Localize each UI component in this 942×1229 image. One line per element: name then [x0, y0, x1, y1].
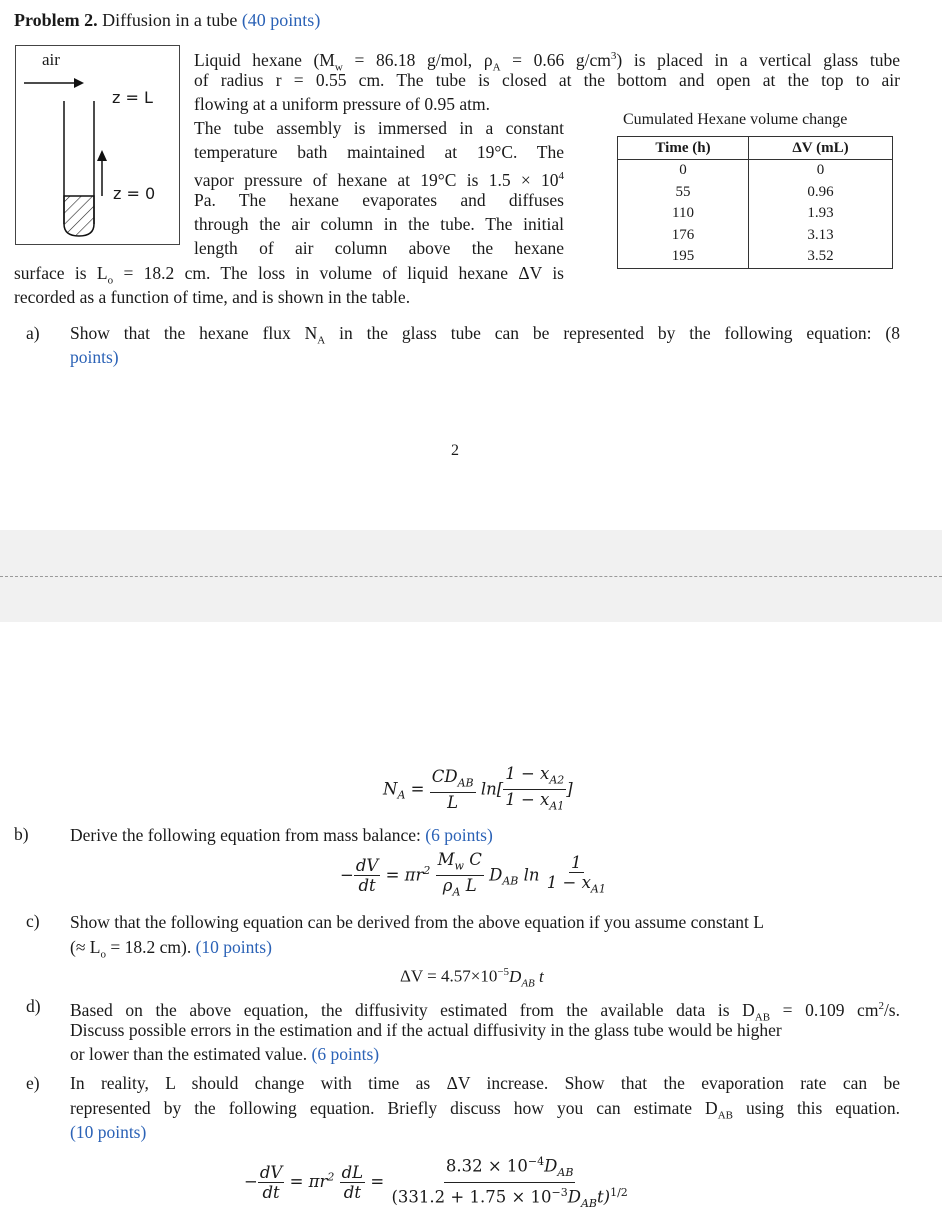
- table-cell: 3.13: [749, 225, 893, 247]
- intro-line-2: of radius r = 0.55 cm. The tube is closed at the bottom and open at the top to air: [194, 70, 900, 90]
- table-row: [618, 225, 893, 247]
- points-label: (40 points): [241, 10, 321, 30]
- table-row: [618, 160, 893, 182]
- tube-figure: [15, 45, 180, 245]
- equation-flux: $N_A$ = $\frac{CD_{AB}}{L}$ ln[ $\frac{1 - x_{A2}}{1 - x_{A1}}$ ]: [383, 764, 573, 813]
- z-top-label: z = L: [112, 88, 153, 107]
- intro-line-1: Liquid hexane ($M_w = 86.18$ g/mol, $\rho_A = 0.66$ $g/cm^3$) is placed in a vertical glass tube: [194, 49, 900, 74]
- table-cell: 195: [618, 246, 749, 268]
- equation-mass-balance: − $\frac{dV}{dt}$ = $\pi r^2$ $\frac{M_w C}{\rho_A L}$ $D_{AB}$ ln $\frac{1}{1 - x_{A1}}$: [340, 850, 606, 899]
- intro-line-5: temperature bath maintained at 19°C. The: [194, 142, 564, 162]
- equation-delta-v: $\Delta V = 4.57\times 10^{-5}D_{AB}$ t: [400, 966, 544, 990]
- table-cell: 3.52: [749, 246, 893, 268]
- question-c-line-1: Show that the following equation can be derived from the above equation if you assume constant L: [70, 912, 764, 932]
- question-c-line-2: (≈ $L_o = 18.2$ cm). (10 points): [70, 937, 272, 961]
- page-number: 2: [451, 442, 459, 459]
- question-e-points: (10 points): [70, 1122, 147, 1142]
- question-a-points: points): [70, 347, 119, 367]
- intro-line-11: recorded as a function of time, and is shown in the table.: [14, 287, 411, 307]
- question-c-label: c): [26, 911, 40, 931]
- question-d-line-2: Discuss possible errors in the estimation and if the actual diffusivity in the glass tube would be higher: [70, 1020, 782, 1040]
- points-label: (6 points): [311, 1044, 380, 1064]
- intro-line-9: length of air column above the hexane: [194, 238, 564, 258]
- question-b-label: b): [14, 824, 29, 844]
- table-caption: Cumulated Hexane volume change: [623, 111, 848, 128]
- table-cell: 176: [618, 225, 749, 247]
- equation-evaporation-rate: − $\frac{dV}{dt}$ = $\pi r^2$ $\frac{dL}{dt}$ = $\frac{8.32 \times 10^{-4}D_{AB}}{(331.2 + 1.75 \times 10^{-3}D_{AB}t)^{1/2}}$: [244, 1152, 630, 1213]
- question-d-label: d): [26, 996, 41, 1016]
- table-header: ΔV (mL): [749, 137, 893, 160]
- intro-line-6: vapor pressure of hexane at 19°C is $1.5 \times 10^4$: [194, 169, 564, 190]
- intro-line-7: Pa. The hexane evaporates and diffuses: [194, 190, 564, 210]
- table-row: [618, 246, 893, 268]
- intro-line-10: surface is $L_o = 18.2$ cm. The loss in volume of liquid hexane ΔV is: [14, 263, 564, 287]
- question-d-line-1: Based on the above equation, the diffusivity estimated from the available data is $D_{AB} = 0.109$ $cm^2/s$.: [70, 999, 900, 1024]
- table-cell: 110: [618, 203, 749, 225]
- question-d-line-3: or lower than the estimated value. (6 points): [70, 1044, 380, 1064]
- table-header-row: [618, 137, 893, 160]
- intro-line-8: through the air column in the tube. The initial: [194, 214, 564, 234]
- table-cell: 55: [618, 182, 749, 204]
- question-b-text: Derive the following equation from mass balance: (6 points): [70, 825, 493, 845]
- z-bottom-label: z = 0: [113, 184, 156, 203]
- tube-diagram: [16, 46, 179, 244]
- table-cell: 0: [749, 160, 893, 182]
- table-cell: 0: [618, 160, 749, 182]
- table-cell: 1.93: [749, 203, 893, 225]
- question-e-line-1: In reality, L should change with time as ΔV increase. Show that the evaporation rate can be: [70, 1073, 900, 1093]
- page-break-divider: [0, 576, 942, 577]
- intro-line-4: The tube assembly is immersed in a constant: [194, 118, 564, 138]
- question-a-label: a): [26, 323, 40, 343]
- table-header: Time (h): [618, 137, 749, 160]
- points-label: (10 points): [195, 937, 272, 957]
- table-row: [618, 203, 893, 225]
- table-cell: 0.96: [749, 182, 893, 204]
- question-e-label: e): [26, 1073, 40, 1093]
- points-label: (6 points): [425, 825, 493, 845]
- question-a-text: Show that the hexane flux $N_A$ in the glass tube can be represented by the following equation: (8: [70, 323, 901, 347]
- problem-title: Problem 2. Diffusion in a tube (40 points): [14, 10, 321, 30]
- intro-line-3: flowing at a uniform pressure of 0.95 atm.: [194, 94, 490, 114]
- question-e-line-2: represented by the following equation. Briefly discuss how you can estimate $D_{AB}$ using this equation.: [70, 1098, 901, 1122]
- data-table: [617, 136, 893, 269]
- air-label: air: [42, 50, 60, 69]
- table-row: [618, 182, 893, 204]
